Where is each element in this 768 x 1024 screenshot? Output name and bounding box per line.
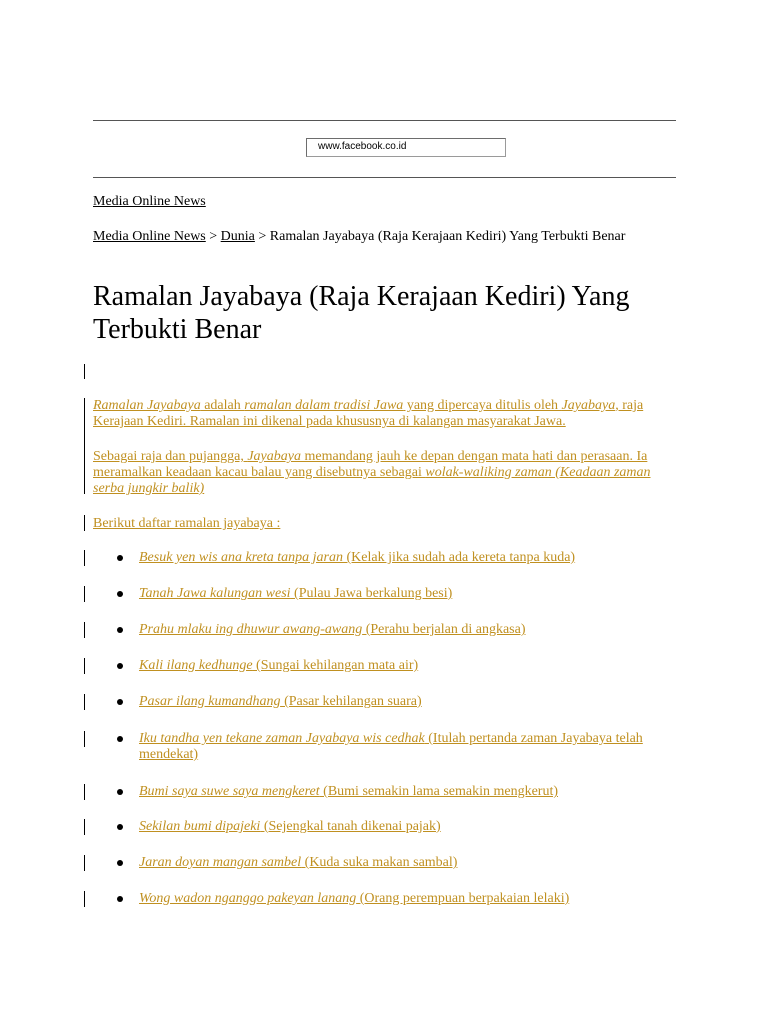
bullet-icon bbox=[117, 736, 123, 742]
bullet-icon bbox=[117, 663, 123, 669]
jayabaya-prophecy-link[interactable]: Ramalan Jayabaya adalah ramalan dalam tradisi Jawa yang dipercaya ditulis oleh Jayabaya, raja Kerajaan Kediri. Ramalan ini dikenal pada khususnya di kalangan masyarakat Jawa. bbox=[93, 398, 644, 429]
bullet-icon bbox=[117, 555, 123, 561]
site-name-link[interactable]: Media Online News bbox=[93, 194, 206, 209]
list-left-bar bbox=[84, 694, 85, 710]
bullet-icon bbox=[117, 896, 123, 902]
list-intro-link[interactable]: Berikut daftar ramalan jayabaya : bbox=[93, 516, 281, 531]
list-left-bar bbox=[84, 586, 85, 602]
list-item bbox=[139, 622, 679, 638]
breadcrumb-home-link[interactable]: Media Online News bbox=[93, 229, 206, 244]
breadcrumb-section-link[interactable]: Dunia bbox=[220, 229, 255, 244]
bullet-icon bbox=[117, 591, 123, 597]
paragraph-left-bar bbox=[84, 398, 85, 494]
list-intro bbox=[93, 516, 663, 532]
list-item bbox=[139, 855, 679, 871]
list-left-bar bbox=[84, 855, 85, 871]
breadcrumb-separator: > bbox=[205, 229, 221, 244]
prophecy-link[interactable]: Pasar ilang kumandhang (Pasar kehilangan suara) bbox=[139, 694, 422, 709]
prophecy-link[interactable]: Prahu mlaku ing dhuwur awang-awang (Perahu berjalan di angkasa) bbox=[139, 622, 526, 637]
prophecy-link[interactable]: Tanah Jawa kalungan wesi (Pulau Jawa berkalung besi) bbox=[139, 586, 453, 601]
list-item bbox=[139, 891, 679, 907]
cursor-marker bbox=[84, 364, 85, 379]
list-left-bar bbox=[84, 891, 85, 907]
prophecy-link[interactable]: Iku tandha yen tekane zaman Jayabaya wis cedhak (Itulah pertanda zaman Jayabaya telah mendekat) bbox=[139, 731, 643, 762]
list-item bbox=[139, 550, 679, 566]
description-link[interactable]: Sebagai raja dan pujangga, Jayabaya memandang jauh ke depan dengan mata hati dan perasaan. Ia meramalkan keadaan kacau balau yang disebutnya sebagai wolak-waliking zaman (Keadaan zaman serba jungkir balik) bbox=[93, 449, 651, 496]
list-item bbox=[139, 784, 679, 800]
list-left-bar bbox=[84, 731, 85, 747]
list-left-bar bbox=[84, 550, 85, 566]
bullet-icon bbox=[117, 824, 123, 830]
prophecy-link[interactable]: Bumi saya suwe saya mengkeret (Bumi semakin lama semakin mengkerut) bbox=[139, 784, 558, 799]
url-input[interactable]: www.facebook.co.id bbox=[306, 138, 506, 157]
top-divider bbox=[93, 120, 676, 121]
bullet-icon bbox=[117, 860, 123, 866]
list-item bbox=[139, 694, 679, 710]
prophecy-link[interactable]: Besuk yen wis ana kreta tanpa jaran (Kelak jika sudah ada kereta tanpa kuda) bbox=[139, 550, 576, 565]
description-paragraph bbox=[93, 449, 663, 497]
prophecy-link[interactable]: Jaran doyan mangan sambel (Kuda suka makan sambal) bbox=[139, 855, 458, 870]
intro-paragraph bbox=[93, 398, 663, 430]
prophecy-link[interactable]: Sekilan bumi dipajeki (Sejengkal tanah dikenai pajak) bbox=[139, 819, 441, 834]
bullet-icon bbox=[117, 699, 123, 705]
bullet-icon bbox=[117, 789, 123, 795]
list-left-bar bbox=[84, 784, 85, 800]
list-item bbox=[139, 658, 679, 674]
breadcrumb bbox=[93, 229, 653, 245]
list-left-bar bbox=[84, 819, 85, 835]
breadcrumb-current: Ramalan Jayabaya (Raja Kerajaan Kediri) Yang Terbukti Benar bbox=[269, 229, 626, 244]
list-left-bar bbox=[84, 658, 85, 674]
prophecy-link[interactable]: Wong wadon nganggo pakeyan lanang (Orang perempuan berpakaian lelaki) bbox=[139, 891, 570, 906]
bullet-icon bbox=[117, 627, 123, 633]
bottom-divider bbox=[93, 177, 676, 178]
list-item bbox=[139, 586, 679, 602]
article-title: Ramalan Jayabaya (Raja Kerajaan Kediri) Yang Terbukti Benar bbox=[93, 281, 630, 345]
breadcrumb-separator: > bbox=[254, 229, 270, 244]
list-item bbox=[139, 819, 679, 835]
prophecy-link[interactable]: Kali ilang kedhunge (Sungai kehilangan mata air) bbox=[139, 658, 419, 673]
list-item bbox=[139, 731, 679, 763]
paragraph-left-bar bbox=[84, 515, 85, 531]
list-left-bar bbox=[84, 622, 85, 638]
